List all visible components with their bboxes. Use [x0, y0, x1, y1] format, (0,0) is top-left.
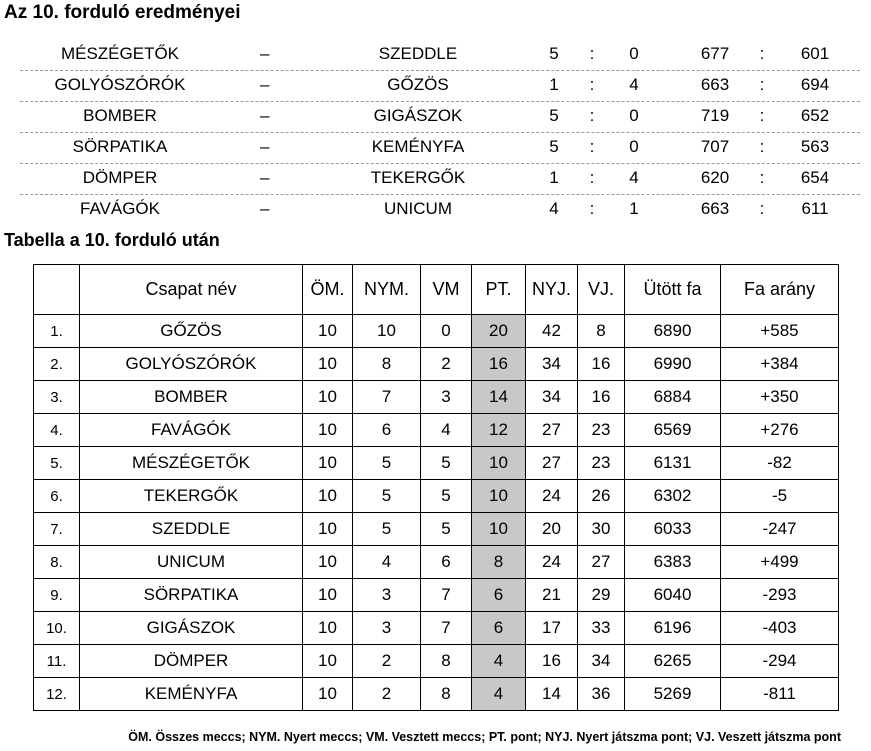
- home-team: GOLYÓSZÓRÓK: [54, 75, 186, 94]
- table-row: [34, 447, 839, 480]
- table-row: [34, 546, 839, 579]
- table-row: [34, 645, 839, 678]
- points-cell: 14: [472, 381, 526, 414]
- away-wood: 694: [800, 75, 830, 94]
- colon: :: [589, 75, 595, 94]
- home-points: 1: [549, 168, 559, 187]
- colon: :: [759, 75, 765, 94]
- vj-cell: 16: [578, 381, 625, 414]
- points-cell: 20: [472, 315, 526, 348]
- rank-cell: 9.: [34, 579, 80, 612]
- colon: :: [589, 199, 595, 218]
- team-cell: UNICUM: [80, 546, 303, 579]
- om-cell: 10: [303, 348, 353, 381]
- om-cell: 10: [303, 513, 353, 546]
- table-row: [34, 612, 839, 645]
- rank-cell: 12.: [34, 678, 80, 711]
- colon: :: [759, 106, 765, 125]
- nyj-cell: 21: [526, 579, 578, 612]
- colon: :: [589, 106, 595, 125]
- dash: –: [260, 199, 270, 218]
- wood-cell: 6196: [625, 612, 721, 645]
- team-cell: KEMÉNYFA: [80, 678, 303, 711]
- away-team: TEKERGŐK: [370, 168, 466, 187]
- wood-cell: 6569: [625, 414, 721, 447]
- away-team: KEMÉNYFA: [371, 137, 465, 156]
- vm-cell: 8: [421, 678, 472, 711]
- nym-cell: 4: [353, 546, 421, 579]
- header-team: Csapat név: [80, 265, 303, 315]
- colon: :: [759, 44, 765, 63]
- vm-cell: 7: [421, 612, 472, 645]
- away-team: GIGÁSZOK: [373, 106, 463, 125]
- home-wood: 663: [700, 199, 730, 218]
- header-vm: VM: [421, 265, 472, 315]
- result-row: [20, 133, 860, 164]
- vm-cell: 5: [421, 513, 472, 546]
- vj-cell: 8: [578, 315, 625, 348]
- home-wood: 677: [700, 44, 730, 63]
- rank-cell: 4.: [34, 414, 80, 447]
- home-team: BOMBER: [83, 106, 157, 125]
- table-row: [34, 678, 839, 711]
- nym-cell: 2: [353, 645, 421, 678]
- points-cell: 12: [472, 414, 526, 447]
- om-cell: 10: [303, 447, 353, 480]
- vj-cell: 36: [578, 678, 625, 711]
- nym-cell: 5: [353, 513, 421, 546]
- table-row: [34, 414, 839, 447]
- vm-cell: 5: [421, 480, 472, 513]
- dash: –: [260, 75, 270, 94]
- nym-cell: 2: [353, 678, 421, 711]
- standings-table: [33, 264, 839, 711]
- ratio-cell: +384: [721, 348, 839, 381]
- wood-cell: 6890: [625, 315, 721, 348]
- away-wood: 601: [800, 44, 830, 63]
- result-row: [20, 164, 860, 195]
- away-wood: 563: [800, 137, 830, 156]
- team-cell: MÉSZÉGETŐK: [80, 447, 303, 480]
- ratio-cell: +585: [721, 315, 839, 348]
- ratio-cell: +499: [721, 546, 839, 579]
- wood-cell: 6383: [625, 546, 721, 579]
- colon: :: [759, 199, 765, 218]
- ratio-cell: -293: [721, 579, 839, 612]
- colon: :: [759, 168, 765, 187]
- points-cell: 10: [472, 480, 526, 513]
- nyj-cell: 16: [526, 645, 578, 678]
- points-cell: 10: [472, 513, 526, 546]
- away-team: SZEDDLE: [378, 44, 458, 63]
- vj-cell: 34: [578, 645, 625, 678]
- header-rank-blank: [34, 265, 80, 315]
- team-cell: BOMBER: [80, 381, 303, 414]
- home-wood: 719: [700, 106, 730, 125]
- result-row: [20, 40, 860, 71]
- table-row: [34, 381, 839, 414]
- nym-cell: 3: [353, 612, 421, 645]
- nyj-cell: 17: [526, 612, 578, 645]
- vj-cell: 26: [578, 480, 625, 513]
- team-cell: DÖMPER: [80, 645, 303, 678]
- nym-cell: 6: [353, 414, 421, 447]
- team-cell: GŐZÖS: [80, 315, 303, 348]
- header-pt: PT.: [472, 265, 526, 315]
- result-row: [20, 195, 860, 225]
- team-cell: SÖRPATIKA: [80, 579, 303, 612]
- header-om: ÖM.: [303, 265, 353, 315]
- points-cell: 4: [472, 678, 526, 711]
- header-arany: Fa arány: [721, 265, 839, 315]
- vj-cell: 27: [578, 546, 625, 579]
- rank-cell: 7.: [34, 513, 80, 546]
- dash: –: [260, 168, 270, 187]
- nyj-cell: 24: [526, 480, 578, 513]
- vj-cell: 23: [578, 414, 625, 447]
- table-title: Tabella a 10. forduló után: [4, 230, 220, 250]
- table-row: [34, 579, 839, 612]
- om-cell: 10: [303, 315, 353, 348]
- away-points: 0: [629, 44, 639, 63]
- away-points: 4: [629, 75, 639, 94]
- colon: :: [589, 44, 595, 63]
- results-title: Az 10. forduló eredményei: [4, 2, 241, 23]
- away-wood: 652: [800, 106, 830, 125]
- nym-cell: 5: [353, 447, 421, 480]
- ratio-cell: -82: [721, 447, 839, 480]
- team-cell: GIGÁSZOK: [80, 612, 303, 645]
- rank-cell: 5.: [34, 447, 80, 480]
- points-cell: 16: [472, 348, 526, 381]
- header-fa: Ütött fa: [625, 265, 721, 315]
- home-points: 5: [549, 137, 559, 156]
- home-wood: 663: [700, 75, 730, 94]
- vj-cell: 16: [578, 348, 625, 381]
- dash: –: [260, 137, 270, 156]
- wood-cell: 6990: [625, 348, 721, 381]
- points-cell: 10: [472, 447, 526, 480]
- home-wood: 620: [700, 168, 730, 187]
- nym-cell: 5: [353, 480, 421, 513]
- vj-cell: 29: [578, 579, 625, 612]
- vm-cell: 0: [421, 315, 472, 348]
- dash: –: [260, 106, 270, 125]
- ratio-cell: -294: [721, 645, 839, 678]
- vj-cell: 23: [578, 447, 625, 480]
- points-cell: 4: [472, 645, 526, 678]
- ratio-cell: -811: [721, 678, 839, 711]
- om-cell: 10: [303, 381, 353, 414]
- away-team: UNICUM: [384, 199, 452, 218]
- away-wood: 611: [801, 199, 829, 218]
- nym-cell: 10: [353, 315, 421, 348]
- ratio-cell: -403: [721, 612, 839, 645]
- om-cell: 10: [303, 480, 353, 513]
- colon: :: [589, 137, 595, 156]
- ratio-cell: -247: [721, 513, 839, 546]
- nyj-cell: 42: [526, 315, 578, 348]
- table-header-row: [34, 265, 839, 315]
- results-list: [20, 40, 860, 225]
- away-points: 4: [629, 168, 639, 187]
- result-row: [20, 102, 860, 133]
- nyj-cell: 34: [526, 348, 578, 381]
- nym-cell: 3: [353, 579, 421, 612]
- vj-cell: 33: [578, 612, 625, 645]
- vm-cell: 2: [421, 348, 472, 381]
- home-wood: 707: [700, 137, 730, 156]
- om-cell: 10: [303, 414, 353, 447]
- points-cell: 6: [472, 579, 526, 612]
- home-points: 1: [549, 75, 559, 94]
- om-cell: 10: [303, 546, 353, 579]
- vm-cell: 6: [421, 546, 472, 579]
- om-cell: 10: [303, 579, 353, 612]
- vm-cell: 5: [421, 447, 472, 480]
- table-row: [34, 315, 839, 348]
- away-points: 1: [629, 199, 639, 218]
- points-cell: 6: [472, 612, 526, 645]
- rank-cell: 2.: [34, 348, 80, 381]
- points-cell: 8: [472, 546, 526, 579]
- ratio-cell: -5: [721, 480, 839, 513]
- wood-cell: 5269: [625, 678, 721, 711]
- colon: :: [759, 137, 765, 156]
- home-team: SÖRPATIKA: [72, 137, 168, 156]
- nym-cell: 8: [353, 348, 421, 381]
- away-wood: 654: [800, 168, 830, 187]
- colon: :: [589, 168, 595, 187]
- legend: ÖM. Összes meccs; NYM. Nyert meccs; VM. Vesztett meccs; PT. pont; NYJ. Nyert játszma pont; VJ. Veszett játszma pont: [128, 730, 841, 744]
- team-cell: GOLYÓSZÓRÓK: [80, 348, 303, 381]
- rank-cell: 1.: [34, 315, 80, 348]
- rank-cell: 11.: [34, 645, 80, 678]
- vm-cell: 8: [421, 645, 472, 678]
- nym-cell: 7: [353, 381, 421, 414]
- nyj-cell: 20: [526, 513, 578, 546]
- nyj-cell: 34: [526, 381, 578, 414]
- nyj-cell: 14: [526, 678, 578, 711]
- vm-cell: 3: [421, 381, 472, 414]
- home-team: FAVÁGÓK: [80, 199, 160, 218]
- team-cell: FAVÁGÓK: [80, 414, 303, 447]
- result-row: [20, 71, 860, 102]
- header-nym: NYM.: [353, 265, 421, 315]
- away-team: GŐZÖS: [387, 75, 449, 94]
- vm-cell: 4: [421, 414, 472, 447]
- team-cell: SZEDDLE: [80, 513, 303, 546]
- wood-cell: 6265: [625, 645, 721, 678]
- table-row: [34, 513, 839, 546]
- om-cell: 10: [303, 612, 353, 645]
- wood-cell: 6040: [625, 579, 721, 612]
- wood-cell: 6884: [625, 381, 721, 414]
- wood-cell: 6131: [625, 447, 721, 480]
- away-points: 0: [629, 137, 639, 156]
- rank-cell: 8.: [34, 546, 80, 579]
- ratio-cell: +350: [721, 381, 839, 414]
- wood-cell: 6302: [625, 480, 721, 513]
- rank-cell: 6.: [34, 480, 80, 513]
- om-cell: 10: [303, 678, 353, 711]
- rank-cell: 3.: [34, 381, 80, 414]
- header-nyj: NYJ.: [526, 265, 578, 315]
- wood-cell: 6033: [625, 513, 721, 546]
- home-team: DÖMPER: [82, 168, 158, 187]
- rank-cell: 10.: [34, 612, 80, 645]
- home-points: 5: [549, 106, 559, 125]
- table-row: [34, 348, 839, 381]
- nyj-cell: 27: [526, 447, 578, 480]
- team-cell: TEKERGŐK: [80, 480, 303, 513]
- home-points: 4: [549, 199, 559, 218]
- table-row: [34, 480, 839, 513]
- home-team: MÉSZÉGETŐK: [60, 44, 180, 63]
- dash: –: [260, 44, 270, 63]
- header-vj: VJ.: [578, 265, 625, 315]
- nyj-cell: 24: [526, 546, 578, 579]
- vj-cell: 30: [578, 513, 625, 546]
- home-points: 5: [549, 44, 559, 63]
- away-points: 0: [629, 106, 639, 125]
- ratio-cell: +276: [721, 414, 839, 447]
- om-cell: 10: [303, 645, 353, 678]
- vm-cell: 7: [421, 579, 472, 612]
- nyj-cell: 27: [526, 414, 578, 447]
